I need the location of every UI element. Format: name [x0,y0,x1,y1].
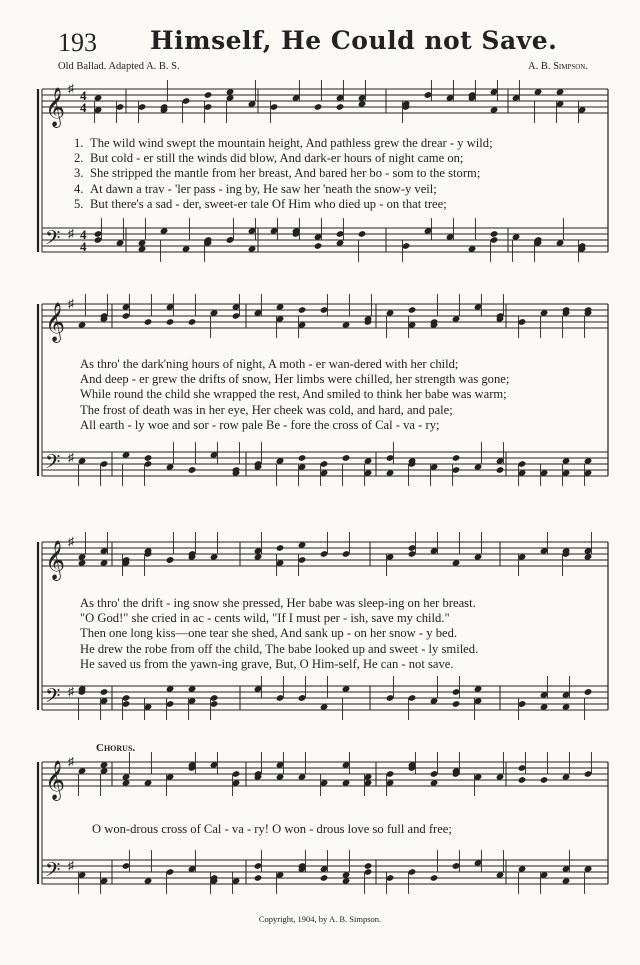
verse-line: 4. At dawn a trav - 'ler pass - ing by, He saw her 'neath the snow-y veil; [74,181,437,196]
sharp-icon: ♯ [68,858,74,873]
note-head [204,91,213,99]
note-head [358,230,367,238]
treble-clef-icon: 𝄞 [45,760,66,800]
verse-line: And deep - er grew the drifts of snow, Her limbs were chilled, her strength was gone; [80,372,510,387]
sharp-icon: ♯ [68,296,74,311]
note-head [430,874,439,882]
note-head [166,318,175,326]
note-head [336,103,345,111]
verse-line: While round the child she wrapped the rest, And smiled to think her babe was warm; [80,387,507,402]
note-head [276,544,285,552]
treble-clef-icon: 𝄞 [45,87,66,127]
copyright: Copyright, 1904, by A. B. Simpson. [258,914,382,924]
time-signature-bottom: 4 [80,239,87,254]
note-head [100,688,109,696]
verse-line: As thro' the dark'ning hours of night, A moth - er wan-dered with her child; [80,357,459,371]
music-credit: A. B. Simpson. [527,61,588,72]
note-head [584,688,593,696]
note-head [188,318,197,326]
bass-clef-icon: 𝄢 [45,858,61,886]
sharp-icon: ♯ [68,534,74,549]
treble-staff [42,80,608,128]
chorus-label: Chorus. [96,742,136,754]
verse-line: Then one long kiss—one tear she shed, And sank up - on her snow - y bed. [80,626,458,641]
time-signature-top: 4 [80,88,87,103]
time-signature-top: 4 [80,227,87,242]
note-head [452,700,461,708]
sharp-icon: ♯ [68,754,74,769]
verse-line: 1. The wild wind swept the mountain height, And pathless grew the drear - y wild; [74,136,493,150]
words-credit: Old Ballad. Adapted A. B. S. [58,61,180,72]
bass-staff [42,218,608,262]
treble-clef-icon: 𝄞 [45,302,66,342]
treble-clef-icon: 𝄞 [45,540,66,580]
verse-line: All earth - ly woe and sor - row pale Be - fore the cross of Cal - va - ry; [80,417,440,432]
treble-staff [42,294,608,343]
note-head [144,318,153,326]
note-head [298,454,307,462]
note-head [540,776,549,784]
verses-system-1 [74,136,614,212]
verse-line: He drew the robe from off the child, The babe looked up and sweet - ly smiled. [80,641,479,656]
note-head [364,862,373,870]
note-head [298,306,307,314]
bass-staff [42,676,608,720]
sharp-icon: ♯ [68,684,74,699]
sharp-icon: ♯ [68,81,74,96]
verse-line: As thro' the drift - ing snow she pressed, Her babe was sleep-ing on her breast. [80,596,476,610]
chorus-text: O won-drous cross of Cal - va - ry! O won - drous love so full and free; [92,822,452,836]
verse-line: He saved us from the yawn-ing grave, But, O Him-self, He can - not save. [80,656,454,671]
note-head [490,230,499,238]
note-head [320,874,329,882]
verse-line: 3. She stripped the mantle from her breast, And bared her bo - som to the storm; [74,166,481,181]
note-head [254,874,263,882]
treble-staff [42,752,608,801]
bass-clef-icon: 𝄢 [45,226,61,254]
treble-staff [42,532,608,581]
note-head [166,556,175,564]
time-signature-bottom: 4 [80,100,87,115]
note-head [408,306,417,314]
note-head [452,454,461,462]
note-head [496,466,505,474]
hymn-number: 193 [58,28,97,57]
bass-staff [42,850,608,894]
note-head [314,242,323,250]
sharp-icon: ♯ [68,226,74,241]
hymn-title: Himself, He Could not Save. [150,26,558,55]
bass-staff [42,442,608,486]
verses-system-3 [80,596,620,672]
note-head [518,776,527,784]
bass-clef-icon: 𝄢 [45,684,61,712]
verses-system-2 [80,357,620,433]
verse-line: 5. But there's a sad - der, sweet-er tale Of Him who died up - on that tree; [74,196,447,211]
sharp-icon: ♯ [68,450,74,465]
note-head [144,454,153,462]
verse-line: 2. But cold - er still the winds did blow, And dark-er hours of night came on; [74,151,464,166]
verse-line: The frost of death was in her eye, Her cheek was cold, and hard, and pale; [80,402,453,417]
bass-clef-icon: 𝄢 [45,450,61,478]
verse-line: "O God!" she cried in ac - cents wild, "If I must per - ish, save my child." [80,611,450,626]
note-head [188,466,197,474]
note-head [314,103,323,111]
note-head [342,454,351,462]
